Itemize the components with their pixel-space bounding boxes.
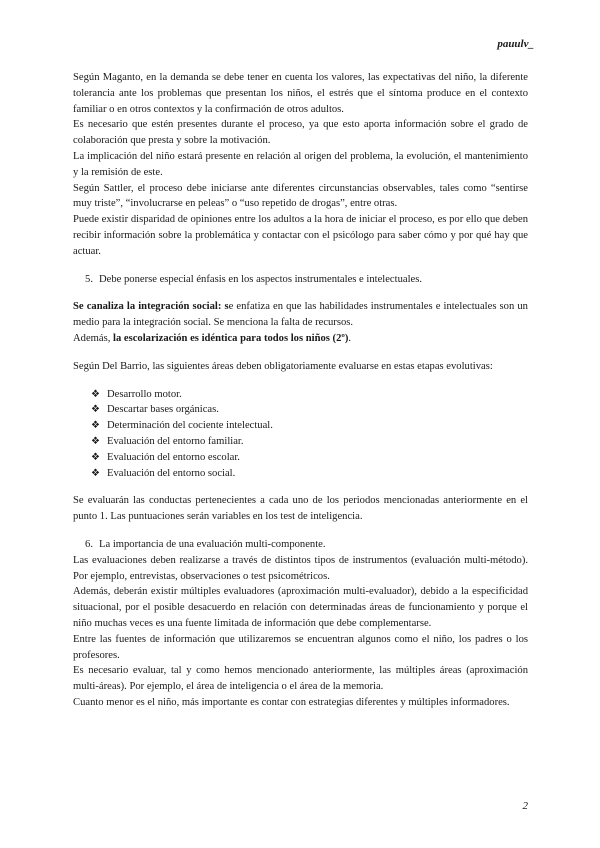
paragraph-multiareas: Es necesario evaluar, tal y como hemos mencionado anteriormente, las múltiples áreas (aproximación multi-áreas). Por ejemplo, el área de inteligencia o el área de la memoria.: [73, 665, 528, 693]
ademas-text: Además,: [73, 332, 114, 344]
list-item-text: Evaluación del entorno familiar.: [107, 435, 244, 447]
list-item-text: Determinación del cociente intelectual.: [107, 420, 273, 432]
list-item: [91, 466, 528, 482]
point-6-number: 6.: [85, 538, 93, 550]
paragraph-presentes: Es necesario que estén presentes durante el proceso, ya que esto aporta información sobre el grado de colaboración que presta y sobre la motivación.: [73, 119, 528, 147]
document-body: [73, 70, 528, 711]
paragraph-fuentes: Entre las fuentes de información que utilizaremos se encuentran algunos como el niño, los padres o los profesores.: [73, 633, 528, 661]
areas-list: [91, 387, 528, 482]
list-item-text: Desarrollo motor.: [107, 388, 182, 400]
point-5-number: 5.: [85, 273, 93, 285]
list-item: [91, 450, 528, 466]
point-6-text: La importancia de una evaluación multi-componente.: [99, 538, 326, 550]
bullet-icon: ❖: [91, 388, 100, 400]
numbered-point-5: [73, 272, 528, 288]
integracion-bold-lead: Se canaliza la integración social: s: [73, 301, 229, 313]
paragraph-del-barrio: Según Del Barrio, las siguientes áreas deben obligatoriamente evaluarse en estas etapas evolutivas:: [73, 360, 493, 372]
bullet-icon: ❖: [91, 420, 100, 432]
list-item: [91, 418, 528, 434]
paragraph-disparidad: Puede existir disparidad de opiniones entre los adultos a la hora de iniciar el proceso, es por ello que deben recibir información sobre la problemática y contactar con el psicólogo para saber cómo y por qué hay que actuar.: [73, 214, 528, 257]
bullet-icon: ❖: [91, 435, 100, 447]
escolarizacion-end: .: [348, 332, 352, 344]
paragraph-conductas: Se evaluarán las conductas pertenecientes a cada uno de los periodos mencionadas anteriormente en el punto 1. Las puntuaciones serán variables en los test de inteligencia.: [73, 495, 528, 523]
paragraph-implicacion: La implicación del niño estará presente en relación al origen del problema, la evolución, el mantenimiento y la remisión de este.: [73, 150, 528, 178]
bullet-icon: ❖: [91, 451, 100, 463]
list-item: [91, 387, 528, 403]
paragraph-multievaluador: Además, deberán existir múltiples evaluadores (aproximación multi-evaluador), debido a la especificidad situacional, por el posible desacuerdo en relación con determinadas áreas de funcionamiento y porque el niño muchas veces es una fuente limitada de información que debe complementarse.: [73, 586, 528, 629]
point-5-text: Debe ponerse especial énfasis en los aspectos instrumentales e intelectuales.: [99, 273, 422, 285]
paragraph-sattler: Según Sattler, el proceso debe iniciarse ante diferentes circunstancias observables, tales como “sentirse muy triste”, “involucrarse en peleas” o “uso repetido de drogas”, entre otras.: [73, 182, 528, 210]
page-number: 2: [522, 800, 528, 812]
paragraph-maganto: Según Maganto, en la demanda se debe tener en cuenta los valores, las expectativas del niño, la diferente tolerancia ante los problemas que presentan los niños, el estrés que el síntoma produce en el contexto familiar o en otros contextos y la confirmación de otros adultos.: [73, 72, 528, 115]
paragraph-integracion-social: [73, 299, 528, 346]
bullet-icon: ❖: [91, 404, 100, 416]
integracion-text: e enfatiza en que las habilidades instrumentales e intelectuales son un medio para la integración social. Se menciona la falta de recursos.: [73, 301, 528, 329]
list-item-text: Evaluación del entorno social.: [107, 467, 236, 479]
escolarizacion-bold: la escolarización es idéntica para todos los niños (2º): [113, 332, 349, 344]
list-item: [91, 434, 528, 450]
paragraph-multimetodo: Las evaluaciones deben realizarse a través de distintos tipos de instrumentos (evaluación multi-método). Por ejemplo, entrevistas, observaciones o test psicométricos.: [73, 554, 528, 582]
list-item-text: Descartar bases orgánicas.: [107, 404, 219, 416]
author-header: pauulv_: [497, 38, 534, 50]
list-item-text: Evaluación del entorno escolar.: [107, 451, 240, 463]
list-item: [91, 402, 528, 418]
numbered-point-6: [73, 537, 528, 553]
paragraph-cuanto-menor: Cuanto menor es el niño, más importante es contar con estrategias diferentes y múltiples informadores.: [73, 696, 510, 708]
bullet-icon: ❖: [91, 467, 100, 479]
